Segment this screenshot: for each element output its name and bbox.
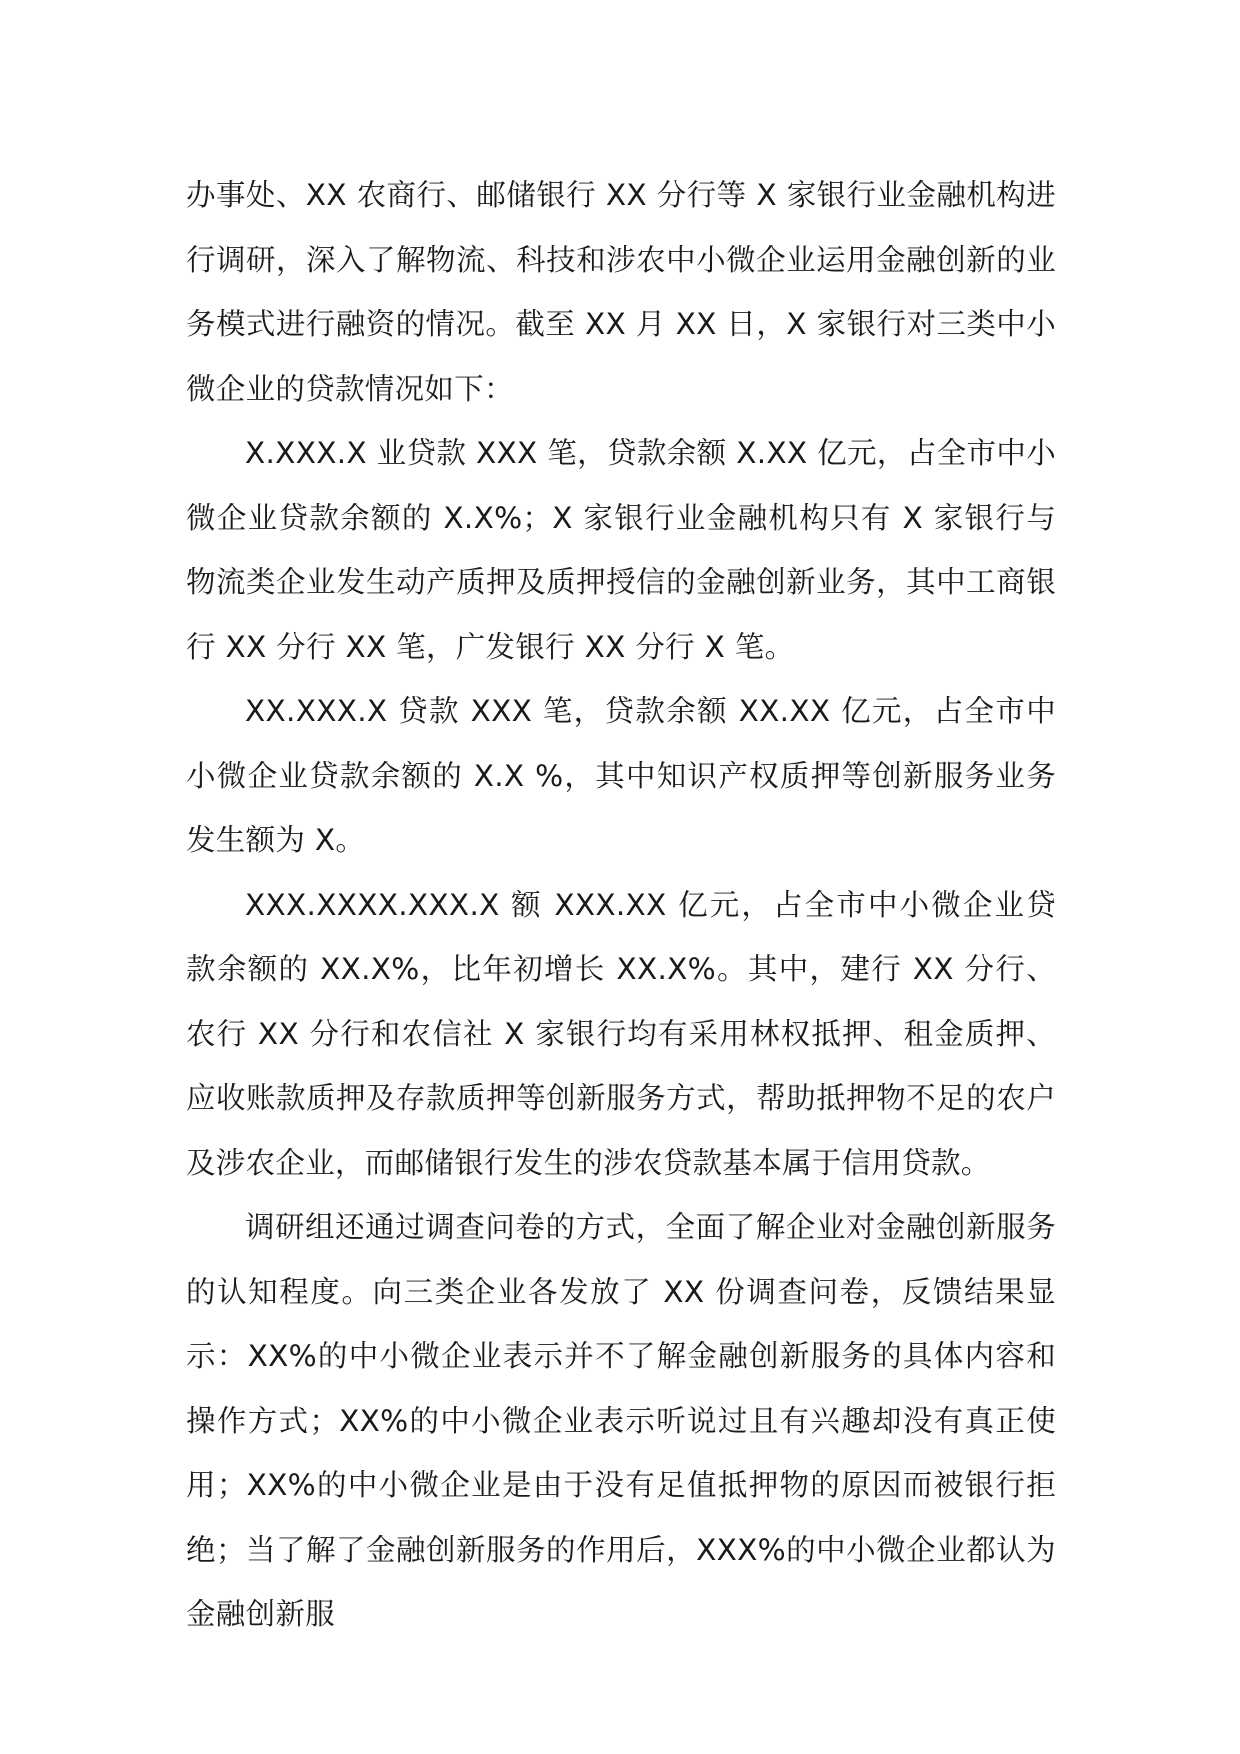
paragraph-1: 办事处、XX 农商行、邮储银行 XX 分行等 X 家银行业金融机构进行调研，深入了解物流、科技和涉农中小微企业运用金融创新的业务模式进行融资的情况。截至 XX 月 XX 日，X 家银行对三类中小微企业的贷款情况如下：: [186, 178, 1056, 406]
paragraph-4: XXX.XXXX.XXX.X 额 XXX.XX 亿元，占全市中小微企业贷款余额的 XX.X%，比年初增长 XX.X%。其中，建行 XX 分行、农行 XX 分行和农信社 X 家银行均有采用林权抵押、租金质押、应收账款质押及存款质押等创新服务方式，帮助抵押物不足的农户及涉农企业，而邮储银行发生的涉农贷款基本属于信用贷款。: [186, 887, 1056, 1180]
paragraph-5: 调研组还通过调查问卷的方式，全面了解企业对金融创新服务的认知程度。向三类企业各发放了 XX 份调查问卷，反馈结果显示：XX%的中小微企业表示并不了解金融创新服务的具体内容和操作方式；XX%的中小微企业表示听说过且有兴趣却没有真正使用；XX%的中小微企业是由于没有足值抵押物的原因而被银行拒绝；当了解了金融创新服务的作用后，XXX%的中小微企业都认为金融创新服: [186, 1210, 1056, 1631]
paragraph-3: XX.XXX.X 贷款 XXX 笔，贷款余额 XX.XX 亿元，占全市中小微企业贷款余额的 X.X %，其中知识产权质押等创新服务业务发生额为 X。: [186, 694, 1056, 857]
document-body: [186, 163, 1056, 1647]
paragraph-2: X.XXX.X 业贷款 XXX 笔，贷款余额 X.XX 亿元，占全市中小微企业贷款余额的 X.X%；X 家银行业金融机构只有 X 家银行与物流类企业发生动产质押及质押授信的金融创新业务，其中工商银行 XX 分行 XX 笔，广发银行 XX 分行 X 笔。: [186, 436, 1056, 664]
